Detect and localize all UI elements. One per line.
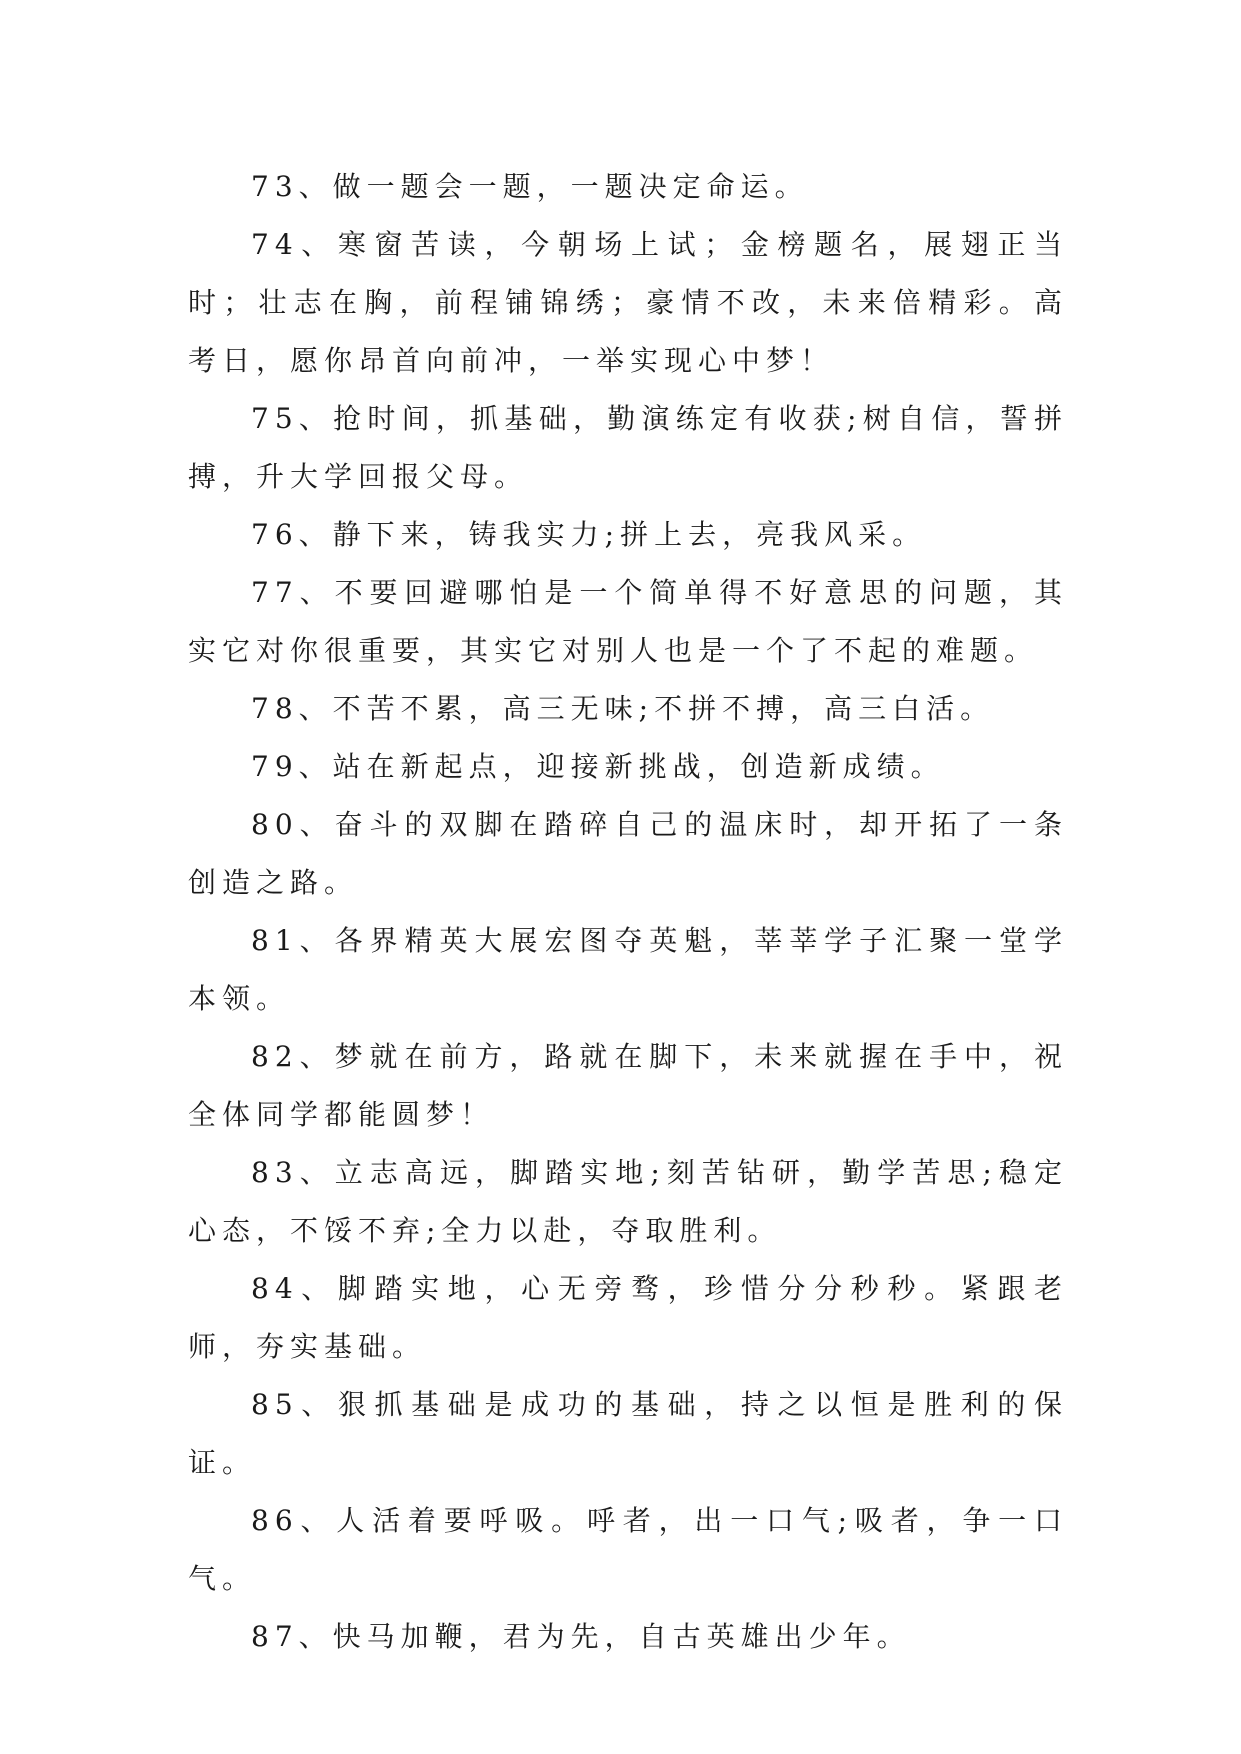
paragraph-78: 78、不苦不累，高三无味;不拼不搏，高三白活。 [251,692,995,725]
document-body [188,158,1068,1666]
paragraph-80: 80、奋斗的双脚在踏碎自己的温床时，却开拓了一条创造之路。 [188,808,1068,899]
paragraph-86: 86、人活着要呼吸。呼者，出一口气;吸者，争一口气。 [188,1504,1068,1595]
paragraph-82: 82、梦就在前方，路就在脚下，未来就握在手中，祝全体同学都能圆梦！ [188,1040,1068,1131]
paragraph-79: 79、站在新起点，迎接新挑战，创造新成绩。 [251,750,945,783]
paragraph-75: 75、抢时间，抓基础，勤演练定有收获;树自信，誓拼搏，升大学回报父母。 [188,402,1068,493]
paragraph-73: 73、做一题会一题，一题决定命运。 [251,170,809,203]
paragraph-76: 76、静下来，铸我实力;拼上去，亮我风采。 [251,518,927,551]
paragraph-81: 81、各界精英大展宏图夺英魁，莘莘学子汇聚一堂学本领。 [188,924,1068,1015]
paragraph-85: 85、狠抓基础是成功的基础，持之以恒是胜利的保证。 [188,1388,1068,1479]
paragraph-84: 84、脚踏实地，心无旁骛，珍惜分分秒秒。紧跟老师，夯实基础。 [188,1272,1068,1363]
paragraph-87: 87、快马加鞭，君为先，自古英雄出少年。 [251,1620,911,1653]
paragraph-74: 74、寒窗苦读，今朝场上试；金榜题名，展翅正当时；壮志在胸，前程铺锦绣；豪情不改，未来倍精彩。高考日，愿你昂首向前冲，一举实现心中梦！ [188,228,1068,377]
paragraph-83: 83、立志高远，脚踏实地;刻苦钻研，勤学苦思;稳定心态，不馁不弃;全力以赴，夺取胜利。 [188,1156,1068,1247]
paragraph-77: 77、不要回避哪怕是一个简单得不好意思的问题，其实它对你很重要，其实它对别人也是一个了不起的难题。 [188,576,1068,667]
